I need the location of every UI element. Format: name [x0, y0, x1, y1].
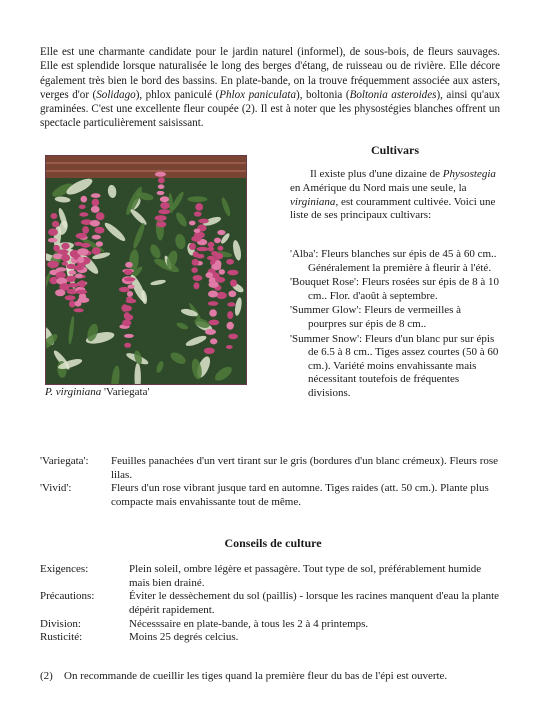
flower-blossom — [74, 242, 83, 246]
flower-blossom — [227, 302, 235, 306]
flower-blossom — [208, 301, 219, 306]
flower-blossom — [206, 272, 213, 278]
flower-blossom — [124, 277, 136, 281]
cultivar-description: Feuilles panachées d'un vert tirant sur le gris (bordures d'un blanc crémeux). Fleurs rose lilas. — [111, 455, 499, 481]
flower-blossom — [194, 211, 202, 216]
flower-blossom — [195, 203, 203, 211]
intro-text: , est couramment cultivée. Voici une liste de ses principaux cultivars: — [290, 195, 496, 222]
flower-blossom — [226, 345, 233, 349]
flower-blossom — [78, 297, 90, 303]
flower-blossom — [126, 299, 137, 303]
flower-blossom — [57, 249, 68, 254]
intro-text: Il existe plus d'une dizaine de — [310, 168, 443, 180]
flower-blossom — [193, 251, 199, 257]
cultivar-description: Fleurs d'un rose vibrant jusque tard en automne. Tiges raides (att. 50 cm.). Plante plus compacte mais envahissante tout de même. — [111, 482, 489, 508]
flower-blossom — [227, 270, 238, 276]
flower-blossom — [69, 300, 76, 307]
cultivar-item: 'Bouquet Rose': Fleurs rosées sur épis de 8 à 10 cm.. Flor. d'août à septembre. — [290, 276, 499, 302]
leaf-shape — [187, 196, 207, 202]
flower-blossom — [124, 334, 134, 338]
flower-blossom — [90, 220, 100, 227]
flower-blossom — [193, 275, 203, 281]
flower-blossom — [189, 221, 196, 226]
flower-blossom — [74, 308, 84, 312]
flower-blossom — [79, 212, 88, 216]
flower-blossom — [208, 291, 218, 298]
conseil-text: Moins 25 degrés celcius. — [129, 631, 239, 643]
flower-blossom — [215, 253, 223, 260]
solidago-name: Solidago — [96, 88, 136, 101]
flower-blossom — [215, 260, 222, 268]
flower-blossom — [76, 233, 87, 239]
flower-blossom — [228, 334, 238, 340]
physostegia-variegata-image — [46, 156, 246, 384]
flower-blossom — [91, 206, 100, 213]
flower-blossom — [77, 257, 84, 263]
flower-blossom — [91, 193, 101, 198]
flower-blossom — [160, 202, 170, 209]
flower-blossom — [75, 274, 83, 279]
flower-blossom — [198, 219, 209, 224]
flower-blossom — [124, 343, 131, 348]
flower-blossom — [208, 242, 215, 247]
flower-blossom — [68, 283, 78, 288]
flower-blossom — [209, 281, 219, 288]
intro-text: en Amérique du Nord mais une seule, la — [290, 181, 467, 194]
intro-text: ), ainsi qu'aux graminées. C'est une excellente fleur coupée (2). Il est à noter que les physostégies blanches offrent un spectacle particulièrement saisissant. — [40, 88, 500, 130]
flower-blossom — [48, 228, 58, 235]
cultivar-item: 'Summer Glow': Fleurs de vermeilles à pourpres sur épis de 8 cm.. — [290, 304, 462, 330]
flower-blossom — [125, 262, 133, 268]
conseil-text: Plein soleil, ombre légère et passagère. Tout type de sol, préférablement humide mais bien drainé. — [129, 563, 482, 589]
flower-blossom — [48, 238, 58, 243]
cultivar-list — [290, 248, 502, 402]
flower-blossom — [47, 261, 59, 268]
flower-blossom — [92, 247, 101, 255]
caption-species: P. virginiana — [45, 386, 102, 398]
flower-blossom — [82, 226, 89, 234]
flower-blossom — [55, 289, 65, 296]
flower-blossom — [92, 199, 100, 207]
flower-blossom — [227, 311, 233, 319]
flower-blossom — [228, 291, 236, 298]
flower-blossom — [196, 247, 208, 251]
flower-blossom — [194, 229, 201, 233]
phlox-name: Phlox paniculata — [219, 88, 297, 101]
flower-blossom — [227, 322, 234, 330]
cultivar-item: 'Summer Snow': Fleurs d'un blanc pur sur épis de 6.5 à 8 cm.. Tiges assez courtes (50 à 60 cm.). Variété moins envahissante mais nécessitant toutefois de fréquentes divisions. — [290, 332, 499, 399]
genus-name: Physostegia — [442, 168, 496, 180]
boltonia-name: Boltonia asteroides — [349, 88, 437, 101]
flower-blossom — [122, 320, 131, 327]
flower-blossom — [160, 196, 169, 202]
flower-blossom — [157, 191, 165, 195]
flower-blossom — [226, 259, 234, 265]
flower-blossom — [215, 277, 225, 283]
flower-blossom — [124, 269, 132, 275]
flower-blossom — [156, 221, 166, 227]
cultivars-heading: Cultivars — [371, 143, 419, 157]
intro-text: ), boltonia ( — [296, 88, 350, 101]
conseils-heading: Conseils de culture — [224, 536, 322, 550]
intro-paragraph — [40, 45, 500, 130]
footnote-text: On recommande de cueillir les tiges quand la première fleur du bas de l'épi est ouverte. — [64, 670, 448, 682]
flower-blossom — [69, 270, 77, 275]
flower-blossom — [155, 172, 166, 177]
cultivar-label: 'Vivid': — [40, 482, 72, 494]
flower-blossom — [128, 284, 135, 288]
flower-blossom — [52, 221, 59, 228]
flower-blossom — [62, 262, 68, 266]
flower-blossom — [65, 295, 76, 300]
flower-blossom — [95, 227, 105, 234]
caption-variety: 'Variegata' — [101, 386, 150, 398]
flower-blossom — [158, 209, 170, 214]
conseil-text: Éviter le dessèchement du sol (paillis) - lorsque les racines manquent d'eau la plante dépérit rapidement. — [129, 590, 500, 616]
flower-blossom — [78, 280, 86, 287]
flower-blossom — [61, 243, 69, 250]
flower-blossom — [155, 215, 167, 221]
flower-blossom — [51, 213, 58, 219]
footnote-number: (2) — [40, 670, 53, 682]
flower-blossom — [217, 230, 225, 235]
flower-blossom — [122, 305, 132, 311]
flower-blossom — [204, 348, 215, 354]
flower-blossom — [79, 205, 86, 209]
flower-blossom — [208, 247, 214, 252]
flower-blossom — [194, 282, 200, 289]
flower-blossom — [219, 269, 225, 275]
flower-blossom — [124, 312, 130, 319]
intro-text: ), phlox paniculé ( — [135, 88, 220, 101]
flower-blossom — [189, 243, 196, 250]
flower-blossom — [96, 212, 105, 220]
flower-blossom — [96, 241, 103, 246]
flower-blossom — [230, 280, 237, 287]
flower-blossom — [81, 196, 88, 203]
conseil-label: Rusticité: — [40, 631, 83, 643]
flower-blossom — [214, 238, 221, 244]
conseil-label: Précautions: — [40, 590, 95, 602]
flower-blossom — [217, 246, 223, 251]
photo-caption — [45, 386, 149, 398]
flower-blossom — [158, 184, 165, 189]
conseil-text: Nécesssaire en plate-bande, à tous les 2 à 4 printemps. — [129, 618, 369, 630]
intro-text: Elle est une charmante candidate pour le jardin naturel (informel), de sous-bois, de fleurs sauvages. Elle est splendide lorsque naturalisée le long des berges d'étang, de ruisseau ou de rivière. Elle décore également très bien le bord des bassins. En plate-bande, on la trouve fréquemment associée aux asters, verges d'or ( — [40, 46, 500, 101]
flower-blossom — [76, 290, 88, 294]
flower-blossom — [209, 309, 217, 317]
species-name: virginiana — [290, 195, 336, 208]
flower-blossom — [61, 254, 70, 262]
flower-blossom — [210, 338, 217, 344]
flower-blossom — [56, 267, 67, 271]
flower-blossom — [77, 248, 88, 255]
flower-blossom — [192, 259, 199, 266]
flower-blossom — [209, 320, 220, 326]
flower-blossom — [216, 292, 227, 299]
flower-blossom — [191, 267, 198, 273]
flower-blossom — [205, 329, 216, 335]
flower-blossom — [73, 265, 84, 270]
cultivar-label: 'Variegata': — [40, 455, 89, 467]
flower-blossom — [127, 291, 133, 297]
flower-blossom — [158, 177, 165, 183]
cultivars-intro — [290, 168, 500, 223]
cultivar-item: 'Alba': Fleurs blanches sur épis de 45 à 60 cm.. Généralement la première à fleurir à l'été. — [290, 248, 497, 274]
plant-photo — [45, 155, 247, 385]
flower-blossom — [92, 235, 101, 240]
conseil-label: Division: — [40, 618, 81, 630]
flower-blossom — [191, 236, 201, 242]
conseil-label: Exigences: — [40, 563, 89, 575]
